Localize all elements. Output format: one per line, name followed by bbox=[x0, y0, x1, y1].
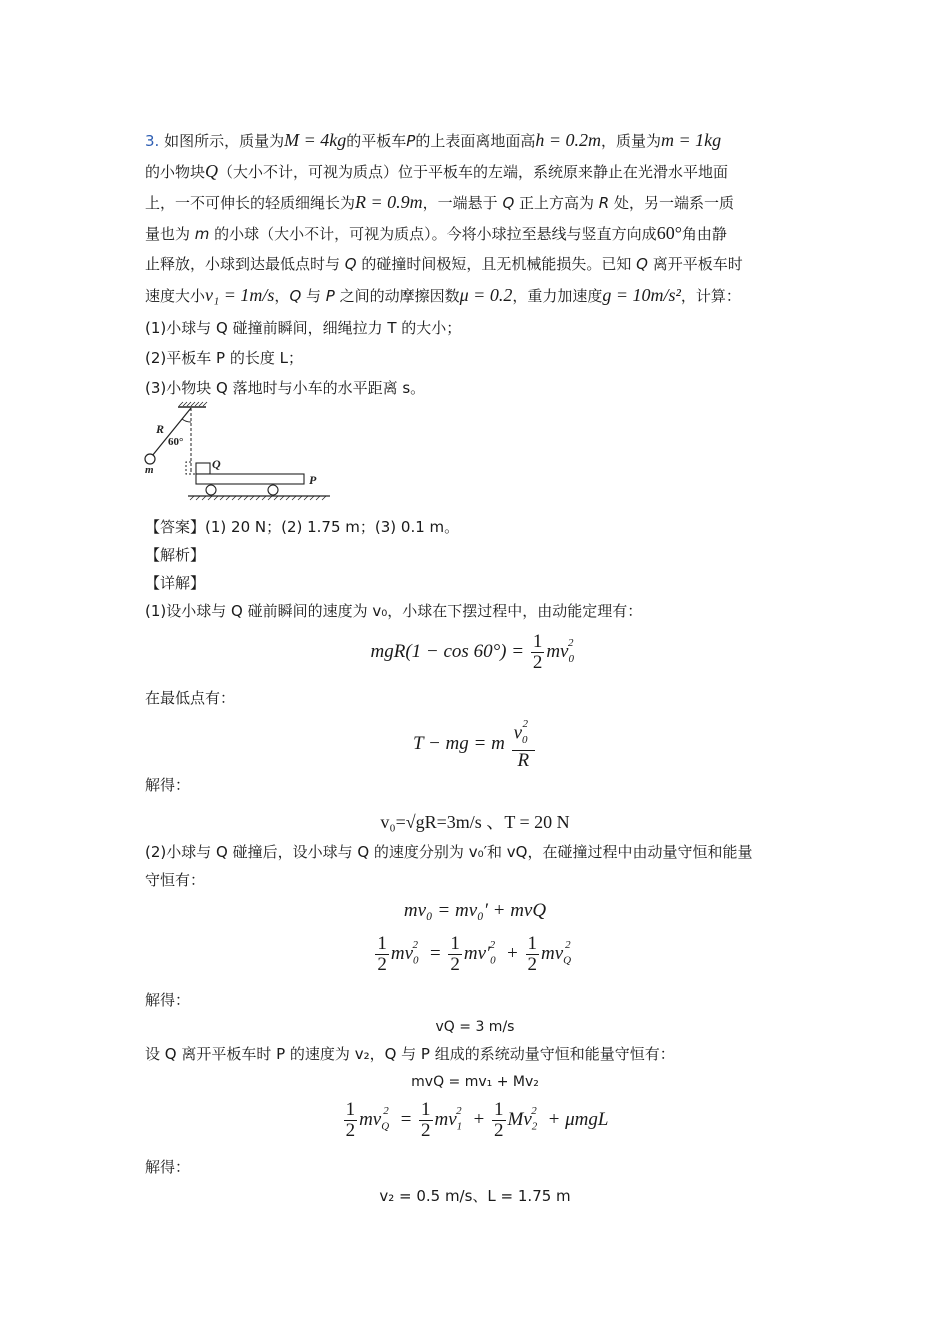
label-Q: Q bbox=[212, 457, 221, 471]
problem-line-5: 止释放，小球到达最低点时与 Q 的碰撞时间极短，且无机械能损失。已知 Q 离开平板车时 bbox=[145, 255, 743, 273]
detail-tag: 【详解】 bbox=[145, 574, 206, 592]
label-m: m bbox=[145, 464, 154, 476]
equation-result-1: v₀=√gR=3m/s 、T = 20 N bbox=[380, 812, 570, 832]
problem-line-4: 量也为 m 的小球（大小不计，可视为质点）。今将小球拉至悬线与竖直方向成60°角由静 bbox=[145, 223, 727, 243]
solution-step-3: 设 Q 离开平板车时 P 的速度为 v₂，Q 与 P 组成的系统动量守恒和能量守恒有： bbox=[145, 1045, 675, 1063]
problem-line-2: 的小物块Q（大小不计，可视为质点）位于平板车的左端，系统原来静止在光滑水平地面 bbox=[145, 161, 729, 181]
lowest-point-text: 在最低点有： bbox=[145, 689, 236, 707]
equation-energy-friction: $\frac{1}{2}$ $mv_Q^2$ = $\frac{1}{2}$ $mv_1^2$ + $\frac{1}{2}$ $Mv_2^2 + \mu mgL$ bbox=[345, 1099, 609, 1141]
answer-text: (1) 20 N；(2) 1.75 m；(3) 0.1 m。 bbox=[205, 518, 460, 536]
label-R: R bbox=[156, 422, 165, 436]
label-P: P bbox=[309, 473, 317, 487]
equation-tension: T − mg = m $\frac{v_0^2}{R}$ bbox=[0, 718, 950, 771]
solution-step-1: (1)设小球与 Q 碰前瞬间的速度为 v₀，小球在下摆过程中，由动能定理有： bbox=[145, 602, 643, 620]
pendulum-cart-figure bbox=[140, 400, 340, 508]
equation-momentum: mv₀ = mv₀′ + mvQ bbox=[403, 900, 547, 921]
problem-line-6: 速度大小v₁ = 1m/s，Q 与 P 之间的动摩擦因数μ = 0.2，重力加速度g = 10m/s²，计算： bbox=[145, 285, 741, 305]
solution-step-2a: (2)小球与 Q 碰撞后，设小球与 Q 的速度分别为 v₀′和 vQ，在碰撞过程中由动量守恒和能量 bbox=[145, 843, 753, 861]
solution-step-2b: 守恒有： bbox=[145, 871, 206, 889]
problem-line-1: 3. 如图所示，质量为M = 4kg的平板车P的上表面离地面高h = 0.2m，质量为m = 1kg bbox=[145, 130, 722, 150]
solve-text-1: 解得： bbox=[145, 776, 191, 794]
problem-number: 3. bbox=[145, 132, 160, 150]
answer-tag: 【答案】 bbox=[145, 518, 206, 536]
equation-momentum-2: mvQ = mv₁ + Mv₂ bbox=[411, 1074, 539, 1090]
analysis-tag: 【解析】 bbox=[145, 546, 206, 564]
problem-line-3: 上，一不可伸长的轻质细绳长为R = 0.9m，一端悬于 Q 正上方高为 R 处，另一端系一质 bbox=[145, 192, 735, 212]
question-2: (2)平板车 P 的长度 L； bbox=[145, 349, 303, 367]
solve-text-3: 解得： bbox=[145, 1158, 191, 1176]
solve-text-2: 解得： bbox=[145, 991, 191, 1009]
answer-line bbox=[145, 517, 459, 537]
question-3: (3)小物块 Q 落地时与小车的水平距离 s。 bbox=[145, 379, 426, 397]
question-1: (1)小球与 Q 碰撞前瞬间，细绳拉力 T 的大小； bbox=[145, 319, 462, 337]
equation-result-3: v₂ = 0.5 m/s、L = 1.75 m bbox=[379, 1187, 571, 1205]
equation-energy: mgR(1 − cos 60°) = $\frac{1}{2}$ $mv_0^2$ bbox=[370, 631, 574, 673]
equation-energy-conservation: $\frac{1}{2}$ $mv_0^2$ = $\frac{1}{2}$ $mv'_0^2$ + $\frac{1}{2}$ $mv_Q^2$ bbox=[377, 933, 572, 975]
equation-result-2: vQ = 3 m/s bbox=[435, 1019, 515, 1035]
label-angle: 60° bbox=[168, 436, 184, 448]
